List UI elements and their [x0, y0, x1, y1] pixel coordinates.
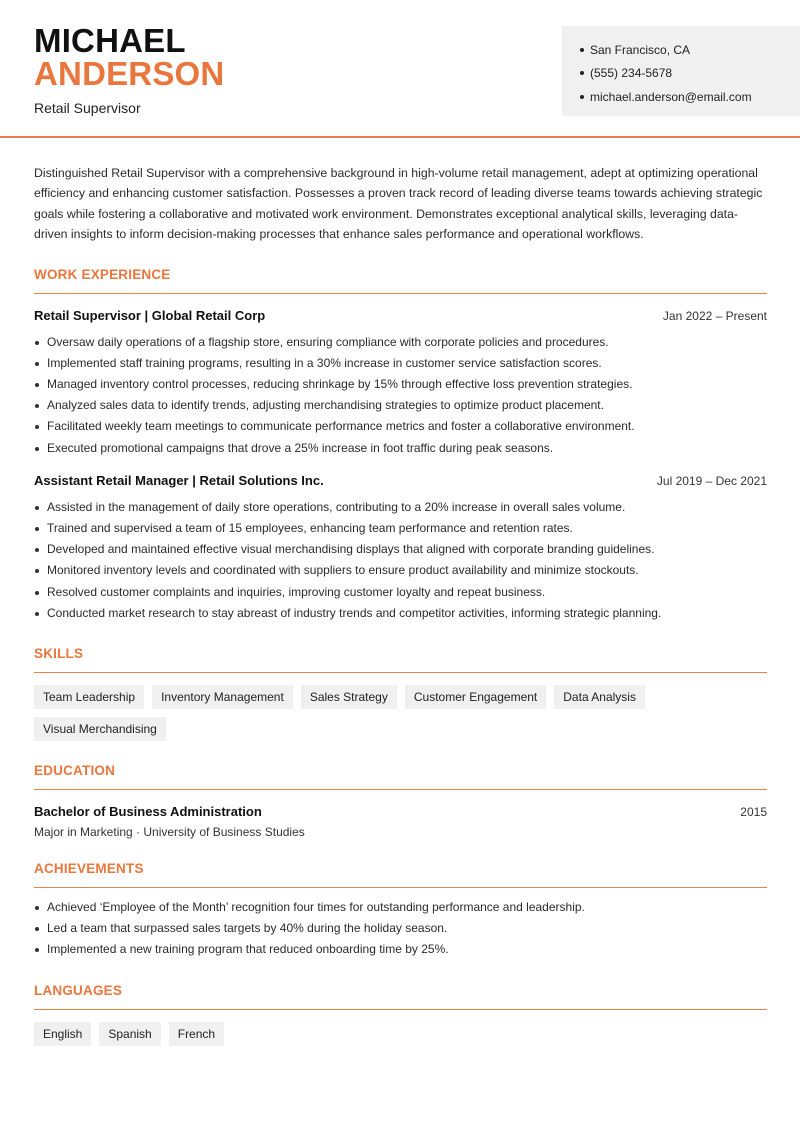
- achievement-bullets: [34, 897, 767, 961]
- languages-section: [34, 983, 767, 1046]
- achievements-section: [34, 861, 767, 961]
- bullet-icon: [580, 95, 584, 99]
- skill-tag: Team Leadership: [34, 685, 144, 709]
- section-title: EDUCATION: [34, 763, 767, 790]
- skill-tag: Sales Strategy: [301, 685, 397, 709]
- skills-section: [34, 646, 767, 741]
- list-item: Monitored inventory levels and coordinated with suppliers to ensure product availability and minimize stockouts.: [34, 560, 767, 581]
- job-header: [34, 473, 767, 488]
- list-item: Managed inventory control processes, reducing shrinkage by 15% through effective loss prevention strategies.: [34, 374, 767, 395]
- list-item: Achieved ‘Employee of the Month’ recognition four times for outstanding performance and leadership.: [34, 897, 767, 918]
- name-first: MICHAEL: [34, 22, 186, 59]
- job-date: Jul 2019 – Dec 2021: [656, 473, 767, 488]
- skills-tags: [34, 685, 767, 741]
- list-item: Conducted market research to stay abreast of industry trends and competitor activities, informing strategic planning.: [34, 603, 767, 624]
- education-header: [34, 804, 767, 819]
- list-item: Resolved customer complaints and inquiries, improving customer loyalty and repeat business.: [34, 582, 767, 603]
- contact-email-text: michael.anderson@email.com: [590, 89, 752, 104]
- job-bullets: [34, 332, 767, 459]
- education-degree: Bachelor of Business Administration: [34, 804, 262, 820]
- section-title: LANGUAGES: [34, 983, 767, 1010]
- resume-body: [34, 163, 767, 1046]
- bullet-icon: [580, 48, 584, 52]
- work-experience-section: [34, 267, 767, 624]
- list-item: Assisted in the management of daily store operations, contributing to a 20% increase in overall sales volume.: [34, 497, 767, 518]
- contact-email: [580, 85, 800, 109]
- skill-tag: Inventory Management: [152, 685, 293, 709]
- name-last: ANDERSON: [34, 55, 225, 92]
- contact-phone-text: (555) 234-5678: [590, 66, 673, 81]
- resume-header: [0, 0, 800, 138]
- bullet-icon: [580, 71, 584, 75]
- job-date: Jan 2022 – Present: [662, 308, 767, 323]
- section-title: WORK EXPERIENCE: [34, 267, 767, 294]
- job-role: Assistant Retail Manager | Retail Solutions Inc.: [34, 472, 324, 488]
- job-header: [34, 308, 767, 323]
- list-item: Implemented staff training programs, resulting in a 30% increase in customer service satisfaction scores.: [34, 353, 767, 374]
- list-item: Developed and maintained effective visual merchandising displays that aligned with corporate branding guidelines.: [34, 539, 767, 560]
- language-tag: English: [34, 1022, 91, 1046]
- list-item: Facilitated weekly team meetings to communicate performance metrics and foster a collaborative environment.: [34, 416, 767, 437]
- contact-phone: [580, 62, 800, 86]
- list-item: Led a team that surpassed sales targets by 40% during the holiday season.: [34, 918, 767, 939]
- education-section: [34, 763, 767, 839]
- list-item: Analyzed sales data to identify trends, adjusting merchandising strategies to optimize product placement.: [34, 395, 767, 416]
- list-item: Implemented a new training program that reduced onboarding time by 25%.: [34, 939, 767, 960]
- job-role: Retail Supervisor | Global Retail Corp: [34, 307, 266, 323]
- contact-location: [580, 38, 800, 62]
- skill-tag: Visual Merchandising: [34, 717, 166, 741]
- education-detail: Major in Marketing · University of Business Studies: [34, 825, 305, 840]
- skill-tag: Data Analysis: [554, 685, 645, 709]
- job-title: Retail Supervisor: [34, 100, 141, 116]
- language-tags: [34, 1022, 767, 1046]
- list-item: Oversaw daily operations of a flagship store, ensuring compliance with corporate policies and procedures.: [34, 332, 767, 353]
- list-item: Executed promotional campaigns that drove a 25% increase in foot traffic during peak seasons.: [34, 438, 767, 459]
- job-bullets: [34, 497, 767, 624]
- section-title: ACHIEVEMENTS: [34, 861, 767, 888]
- language-tag: French: [169, 1022, 224, 1046]
- contact-location-text: San Francisco, CA: [590, 42, 691, 57]
- list-item: Trained and supervised a team of 15 employees, enhancing team performance and retention rates.: [34, 518, 767, 539]
- section-title: SKILLS: [34, 646, 767, 673]
- summary: Distinguished Retail Supervisor with a comprehensive background in high-volume retail management, adept at optimizing operational efficiency and enhancing customer satisfaction. Possesses a proven track record of leading diverse teams towards achieving strategic goals while fostering a collaborative and motivated work environment. Demonstrates exceptional analytical skills, leveraging data-driven insights to inform decision-making processes that enhance sales performance and operational workflows.: [34, 166, 763, 242]
- skill-tag: Customer Engagement: [405, 685, 546, 709]
- language-tag: Spanish: [99, 1022, 160, 1046]
- education-year: 2015: [740, 805, 767, 820]
- contact-box: [562, 26, 800, 116]
